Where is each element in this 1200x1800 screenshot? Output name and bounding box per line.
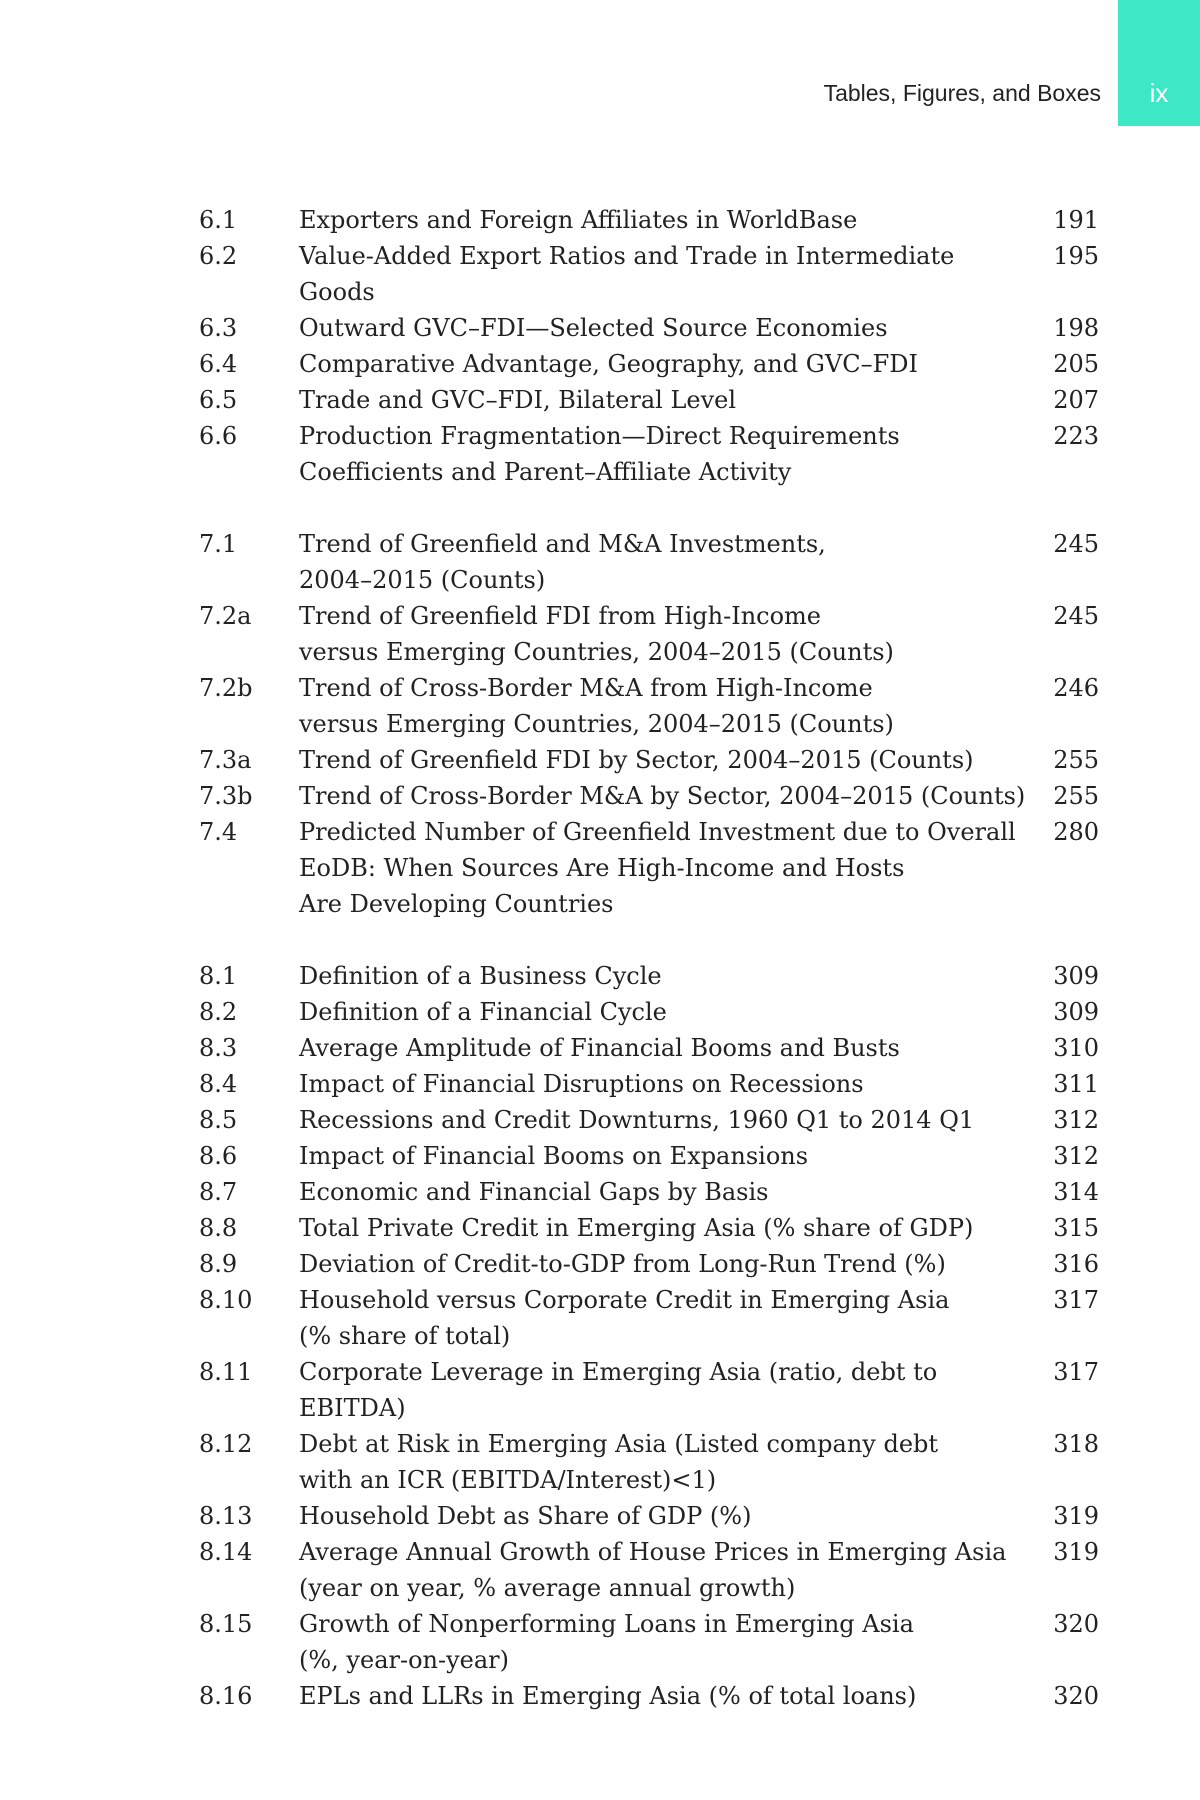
page-number-tab	[1118, 0, 1200, 126]
toc-entry[interactable]	[199, 1498, 1099, 1534]
toc-entry-title	[299, 202, 1039, 238]
toc-entry-title	[299, 346, 1039, 382]
toc-entry-title	[299, 382, 1039, 418]
toc-entry-number: 7.4	[199, 818, 238, 846]
toc-entry-page: 246	[1053, 674, 1099, 702]
toc-entry-title	[299, 1426, 1039, 1498]
toc-entry-number: 8.14	[199, 1538, 253, 1566]
toc-entry-number: 8.6	[199, 1142, 238, 1170]
toc-entry[interactable]	[199, 1030, 1099, 1066]
toc-entry-number: 6.3	[199, 314, 238, 342]
toc-entry-title-line: (year on year, % average annual growth)	[299, 1574, 796, 1602]
toc-entry-title-line: (%, year-on-year)	[299, 1646, 509, 1674]
toc-entry-title	[299, 958, 1039, 994]
toc-entry[interactable]	[199, 1606, 1099, 1678]
toc-entry-title	[299, 994, 1039, 1030]
toc-entry-number: 7.1	[199, 530, 238, 558]
toc-entry-title-line: Deviation of Credit-to-GDP from Long-Run Trend (%)	[299, 1250, 946, 1278]
toc-entry-title	[299, 1030, 1039, 1066]
toc-entry-page: 312	[1053, 1106, 1099, 1134]
toc-entry-page: 310	[1053, 1034, 1099, 1062]
toc-entry[interactable]	[199, 598, 1099, 670]
toc-entry-title	[299, 742, 1039, 778]
toc-entry-title-line: Average Annual Growth of House Prices in Emerging Asia	[299, 1538, 1007, 1566]
toc-entry-title	[299, 310, 1039, 346]
toc-group-chapter-6	[199, 202, 1099, 490]
toc-entry-title-line: Production Fragmentation—Direct Requirements	[299, 422, 900, 450]
toc-entry[interactable]	[199, 742, 1099, 778]
toc-entry-page: 205	[1053, 350, 1099, 378]
toc-entry-title-line: with an ICR (EBITDA/Interest)<1)	[299, 1466, 717, 1494]
toc-entry[interactable]	[199, 346, 1099, 382]
toc-entry-page: 318	[1053, 1430, 1099, 1458]
toc-entry-number: 8.2	[199, 998, 238, 1026]
toc-entry[interactable]	[199, 238, 1099, 310]
page-header	[0, 0, 1200, 126]
toc-entry-title	[299, 598, 1039, 670]
toc-entry-title-line: Outward GVC–FDI—Selected Source Economies	[299, 314, 888, 342]
toc-entry-title	[299, 1102, 1039, 1138]
toc-entry-number: 7.2a	[199, 602, 252, 630]
running-head: Tables, Figures, and Boxes	[823, 80, 1101, 106]
toc-entry-page: 316	[1053, 1250, 1099, 1278]
toc-entry-title	[299, 670, 1039, 742]
toc-entry[interactable]	[199, 1174, 1099, 1210]
toc-entry-title	[299, 1282, 1039, 1354]
toc-entry-number: 8.8	[199, 1214, 238, 1242]
page-number: ix	[1149, 78, 1169, 108]
toc-entry-number: 8.5	[199, 1106, 238, 1134]
toc-entry[interactable]	[199, 1210, 1099, 1246]
toc-entry-page: 255	[1053, 746, 1099, 774]
toc-entry-title	[299, 238, 1039, 310]
toc-entry-title	[299, 1066, 1039, 1102]
toc-entry-title-line: Coefficients and Parent–Affiliate Activity	[299, 458, 792, 486]
toc-entry-number: 8.16	[199, 1682, 253, 1710]
toc-entry-page: 195	[1053, 242, 1099, 270]
toc-entry-title	[299, 1354, 1039, 1426]
toc-entry-page: 311	[1053, 1070, 1099, 1098]
toc-entry-title-line: Predicted Number of Greenfield Investment due to Overall	[299, 818, 1016, 846]
toc-entry-page: 315	[1053, 1214, 1099, 1242]
toc-entry-title-line: Impact of Financial Booms on Expansions	[299, 1142, 809, 1170]
toc-entry-title	[299, 1606, 1039, 1678]
toc-entry[interactable]	[199, 1534, 1099, 1606]
toc-entry[interactable]	[199, 382, 1099, 418]
toc-entry-number: 6.2	[199, 242, 238, 270]
toc-entry-title-line: Trade and GVC–FDI, Bilateral Level	[299, 386, 737, 414]
toc-entry-title-line: versus Emerging Countries, 2004–2015 (Counts)	[299, 638, 894, 666]
toc-entry-page: 245	[1053, 530, 1099, 558]
toc-entry-title-line: Recessions and Credit Downturns, 1960 Q1 to 2014 Q1	[299, 1106, 975, 1134]
toc-entry[interactable]	[199, 526, 1099, 598]
toc-group-chapter-7	[199, 526, 1099, 922]
toc-entry-page: 317	[1053, 1286, 1099, 1314]
toc-entry-title-line: Trend of Cross-Border M&A by Sector, 2004–2015 (Counts)	[299, 782, 1026, 810]
toc-entry-title-line: Household versus Corporate Credit in Emerging Asia	[299, 1286, 950, 1314]
toc-entry-title	[299, 1498, 1039, 1534]
toc-entry-title	[299, 1210, 1039, 1246]
toc-entry[interactable]	[199, 1282, 1099, 1354]
toc-group-chapter-8	[199, 958, 1099, 1714]
toc-entry[interactable]	[199, 778, 1099, 814]
toc-entry-title	[299, 1534, 1039, 1606]
toc-entry-title-line: 2004–2015 (Counts)	[299, 566, 546, 594]
toc-entry-number: 8.7	[199, 1178, 238, 1206]
toc-entry-title	[299, 778, 1039, 814]
toc-entry-number: 7.2b	[199, 674, 253, 702]
toc-entry[interactable]	[199, 1102, 1099, 1138]
toc-entry-title-line: Definition of a Business Cycle	[299, 962, 662, 990]
toc-entry-title-line: Economic and Financial Gaps by Basis	[299, 1178, 769, 1206]
toc-entry-number: 6.4	[199, 350, 238, 378]
toc-entry-page: 191	[1053, 206, 1099, 234]
toc-entry-number: 8.15	[199, 1610, 253, 1638]
toc-entry-number: 7.3b	[199, 782, 253, 810]
toc-entry-title-line: Total Private Credit in Emerging Asia (% share of GDP)	[299, 1214, 974, 1242]
toc-entry-page: 317	[1053, 1358, 1099, 1386]
toc-entry-title-line: Debt at Risk in Emerging Asia (Listed company debt	[299, 1430, 939, 1458]
toc-entry-number: 8.3	[199, 1034, 238, 1062]
toc-entry-title-line: Corporate Leverage in Emerging Asia (ratio, debt to EBITDA)	[299, 1358, 938, 1422]
toc-entry-page: 320	[1053, 1610, 1099, 1638]
toc-entry-number: 8.4	[199, 1070, 238, 1098]
toc-entry-page: 223	[1053, 422, 1099, 450]
toc-entry-title-line: Trend of Greenfield and M&A Investments,	[299, 530, 826, 558]
toc-entry-title	[299, 526, 1039, 598]
toc-entry-title-line: Growth of Nonperforming Loans in Emerging Asia	[299, 1610, 914, 1638]
toc-entry[interactable]	[199, 994, 1099, 1030]
toc-entry-number: 7.3a	[199, 746, 252, 774]
toc-entry-title-line: Household Debt as Share of GDP (%)	[299, 1502, 752, 1530]
toc-entry-title	[299, 1174, 1039, 1210]
toc-entry-title-line: Comparative Advantage, Geography, and GVC–FDI	[299, 350, 918, 378]
toc-entry-title-line: versus Emerging Countries, 2004–2015 (Counts)	[299, 710, 894, 738]
toc-entry-title-line: Trend of Greenfield FDI by Sector, 2004–2015 (Counts)	[299, 746, 974, 774]
toc-entry[interactable]	[199, 1678, 1099, 1714]
toc-entry-number: 6.1	[199, 206, 238, 234]
toc-entry[interactable]	[199, 202, 1099, 238]
toc-entry-title	[299, 1246, 1039, 1282]
toc-entry-title-line: Are Developing Countries	[299, 890, 614, 918]
toc-list	[199, 202, 1099, 1750]
toc-entry-title	[299, 418, 1039, 490]
toc-entry-title-line: Definition of a Financial Cycle	[299, 998, 667, 1026]
toc-entry-title-line: EPLs and LLRs in Emerging Asia (% of total loans)	[299, 1682, 917, 1710]
toc-entry-page: 320	[1053, 1682, 1099, 1710]
toc-entry-number: 6.6	[199, 422, 238, 450]
toc-entry-page: 314	[1053, 1178, 1099, 1206]
toc-entry-page: 312	[1053, 1142, 1099, 1170]
toc-entry-title	[299, 1678, 1039, 1714]
toc-entry-title-line: Impact of Financial Disruptions on Recessions	[299, 1070, 864, 1098]
toc-entry-title-line: Trend of Cross-Border M&A from High-Income	[299, 674, 873, 702]
toc-entry-title-line: Exporters and Foreign Affiliates in WorldBase	[299, 206, 858, 234]
toc-entry-title-line: Average Amplitude of Financial Booms and Busts	[299, 1034, 900, 1062]
toc-entry[interactable]	[199, 1426, 1099, 1498]
toc-entry[interactable]	[199, 1354, 1099, 1426]
toc-entry[interactable]	[199, 310, 1099, 346]
toc-entry[interactable]	[199, 418, 1099, 490]
toc-entry-title-line: Trend of Greenfield FDI from High-Income	[299, 602, 821, 630]
toc-entry-page: 280	[1053, 818, 1099, 846]
toc-entry[interactable]	[199, 670, 1099, 742]
toc-entry-number: 8.10	[199, 1286, 253, 1314]
toc-entry-page: 198	[1053, 314, 1099, 342]
toc-entry-number: 8.1	[199, 962, 238, 990]
toc-entry-number: 8.12	[199, 1430, 253, 1458]
toc-entry[interactable]	[199, 1138, 1099, 1174]
toc-entry-number: 8.13	[199, 1502, 253, 1530]
toc-entry-page: 319	[1053, 1502, 1099, 1530]
toc-entry-number: 8.9	[199, 1250, 238, 1278]
toc-entry-page: 245	[1053, 602, 1099, 630]
toc-entry-title	[299, 814, 1039, 922]
toc-entry[interactable]	[199, 958, 1099, 994]
toc-entry-title-line: Value-Added Export Ratios and Trade in Intermediate Goods	[299, 242, 955, 306]
toc-entry-page: 319	[1053, 1538, 1099, 1566]
toc-entry-page: 309	[1053, 998, 1099, 1026]
toc-entry[interactable]	[199, 1246, 1099, 1282]
toc-entry-number: 6.5	[199, 386, 238, 414]
toc-entry-number: 8.11	[199, 1358, 253, 1386]
toc-entry-page: 309	[1053, 962, 1099, 990]
toc-entry[interactable]	[199, 1066, 1099, 1102]
toc-entry-title-line: (% share of total)	[299, 1322, 511, 1350]
toc-entry[interactable]	[199, 814, 1099, 922]
toc-entry-title	[299, 1138, 1039, 1174]
toc-entry-page: 207	[1053, 386, 1099, 414]
toc-entry-title-line: EoDB: When Sources Are High-Income and Hosts	[299, 854, 905, 882]
toc-entry-page: 255	[1053, 782, 1099, 810]
